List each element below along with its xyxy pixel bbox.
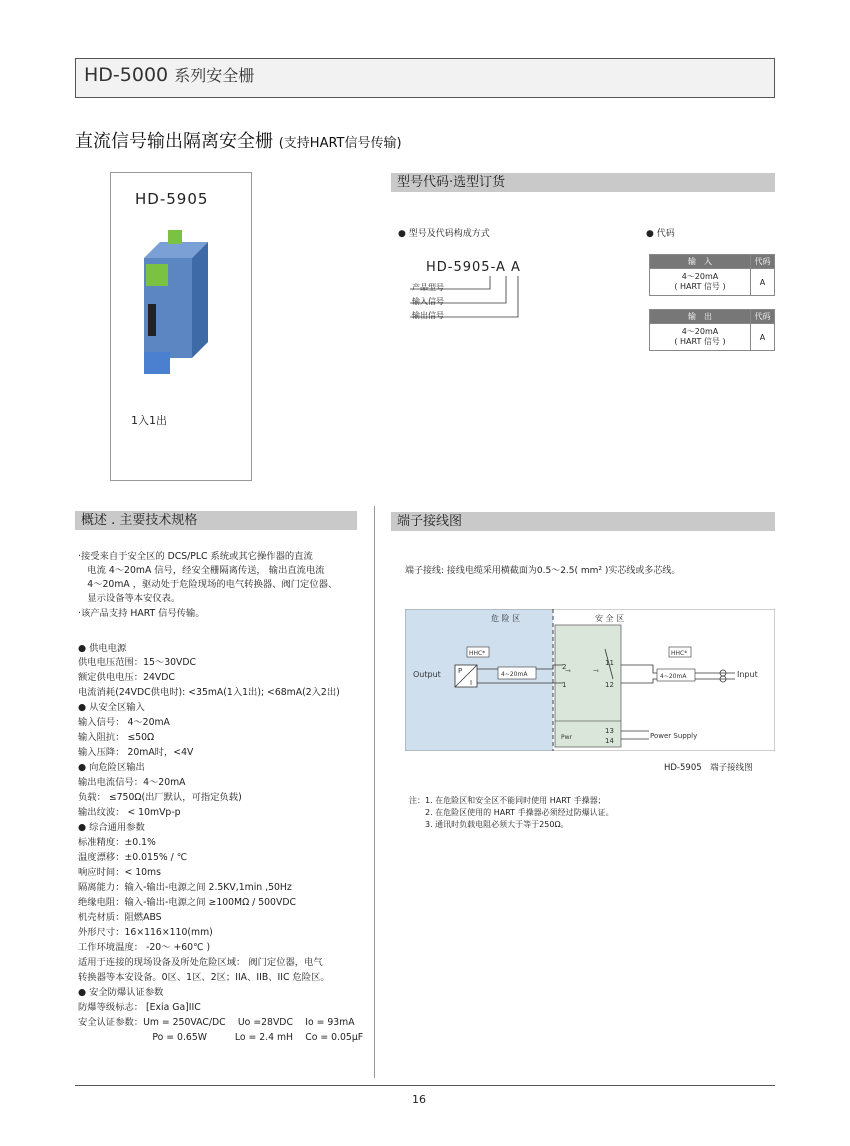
hhc-right-label: HHC* xyxy=(671,650,688,657)
spec-line: Po = 0.65W Lo = 2.4 mH Co = 0.05μF xyxy=(78,1032,364,1043)
label-output-signal: 输出信号 xyxy=(412,311,444,320)
device-side xyxy=(192,242,208,358)
order-bullet-2: ● 代码 xyxy=(646,229,675,239)
spec-line: 4～20mA ，驱动处于危险现场的电气转换器、阀门定位器、 xyxy=(78,579,338,590)
spec-line: 输入阻抗： ≤50Ω xyxy=(78,732,155,743)
arrow-left-glyph: ⇾ xyxy=(565,667,571,675)
spec-line: 显示设备等本安仪表。 xyxy=(78,593,181,604)
device-window xyxy=(148,304,156,336)
spec-line: 适用于连接的现场设备及所处危险区域： 阀门定位器，电气 xyxy=(78,957,323,968)
spec-line: ● 供电电源 xyxy=(78,643,127,654)
spec-line: 输入压降： 20mA时，<4V xyxy=(78,747,194,758)
output-value-line1: 4～20mA xyxy=(681,327,719,336)
terminal-12: 12 xyxy=(605,681,614,689)
spec-line: 电流消耗(24VDC供电时): <35mA(1入1出); <68mA(2入2出) xyxy=(78,687,340,698)
spec-line: 防爆等级标志： [Exia Ga]IIC xyxy=(78,1002,201,1013)
order-section-bar: 型号代码·选型订货 xyxy=(391,173,775,192)
pi-i: I xyxy=(470,679,473,687)
input-value-line1: 4～20mA xyxy=(681,272,719,281)
wiring-caption: HD-5905 端子接线图 xyxy=(664,763,753,773)
terminal-13: 13 xyxy=(605,727,614,735)
product-io: 1入1出 xyxy=(131,414,167,427)
spec-line: 标准精度：±0.1% xyxy=(78,837,156,848)
spec-line: 隔离能力：输入-输出-电源之间 2.5KV,1min ,50Hz xyxy=(78,882,292,893)
label-product-model: 产品型号 xyxy=(412,283,444,292)
output-table-code-head: 代码 xyxy=(751,310,775,324)
input-table-code-head: 代码 xyxy=(751,255,775,269)
input-table-value xyxy=(650,269,751,296)
product-name: HD-5905 xyxy=(135,190,209,208)
spec-line: ● 综合通用参数 xyxy=(78,822,145,833)
blue-terminals xyxy=(144,352,170,374)
output-table-value xyxy=(650,324,751,351)
spec-line: 响应时间：< 10ms xyxy=(78,867,161,878)
terminal-1: 1 xyxy=(562,681,567,689)
spec-line: 温度漂移：±0.015% / ℃ xyxy=(78,852,188,863)
product-device-image xyxy=(120,228,220,378)
terminal-11: 11 xyxy=(605,659,614,667)
series-text: 系列安全栅 xyxy=(174,66,255,85)
hazard-zone-label: 危 险 区 xyxy=(491,614,521,623)
code-model-text: HD-5905 xyxy=(426,260,491,275)
spec-line: ·该产品支持 HART 信号传输。 xyxy=(78,608,205,619)
output-value-line2: ( HART 信号 ) xyxy=(674,337,726,346)
spec-line: 绝缘电阻：输入-输出-电源之间 ≥100MΩ / 500VDC xyxy=(78,897,296,908)
out-current: 4~20mA xyxy=(501,671,528,678)
green-terminals-top xyxy=(168,230,182,244)
footer-rule xyxy=(75,1085,775,1086)
series-title xyxy=(84,63,254,86)
spec-line: 工作环境温度： -20～ +60℃ ) xyxy=(78,942,211,953)
wiring-section-bar: 端子接线图 xyxy=(391,512,775,531)
input-label: Input xyxy=(737,670,758,679)
output-code-table xyxy=(649,309,775,351)
spec-line: ● 安全防爆认证参数 xyxy=(78,987,164,998)
arrow-right-glyph: ⇾ xyxy=(593,667,599,675)
input-value-line2: ( HART 信号 ) xyxy=(674,282,726,291)
note-3: 3. 通讯时负载电阻必须大于等于250Ω。 xyxy=(409,820,569,829)
pi-p: P xyxy=(458,667,463,675)
main-title-sub: (支持HART信号传输) xyxy=(278,136,402,151)
spec-line: 额定供电电压：24VDC xyxy=(78,672,175,683)
output-label: Output xyxy=(413,670,441,679)
series-model: HD-5000 xyxy=(84,64,169,86)
spec-line: 输出纹波： < 10mVp-p xyxy=(78,807,181,818)
spec-line: ·接受来自于安全区的 DCS/PLC 系统或其它操作器的直流 xyxy=(78,551,313,562)
code-suffix: -A A xyxy=(490,260,521,275)
spec-line: 负载： ≤750Ω(出厂默认，可指定负载) xyxy=(78,792,242,803)
terminal-2: 2 xyxy=(562,663,567,671)
input-table-head: 输 入 xyxy=(650,255,751,269)
note-1: 注：1. 在危险区和安全区不能同时使用 HART 手操器； xyxy=(409,796,606,805)
spec-line: 供电电压范围：15～30VDC xyxy=(78,657,197,668)
spec-line: 转换器等本安设备。0区、1区、2区；IIA、IIB、IIC 危险区。 xyxy=(78,972,330,983)
order-bullet-1: ● 型号及代码构成方式 xyxy=(398,229,490,239)
pwr-label: Pwr xyxy=(561,734,572,741)
in-current: 4~20mA xyxy=(660,673,687,680)
spec-line: 机壳材质：阻燃ABS xyxy=(78,912,162,923)
main-title-text: 直流信号输出隔离安全栅 xyxy=(75,131,273,152)
page-number: 16 xyxy=(412,1093,426,1106)
output-table-head: 输 出 xyxy=(650,310,751,324)
terminal-14: 14 xyxy=(605,737,614,745)
output-table-code: A xyxy=(751,324,775,351)
code-model xyxy=(426,260,521,275)
spec-line: ● 从安全区输入 xyxy=(78,702,145,713)
input-code-table xyxy=(649,254,775,296)
overview-section-bar: 概述 . 主要技术规格 xyxy=(75,511,357,530)
column-divider xyxy=(374,506,375,1078)
hazard-zone-bg xyxy=(405,609,553,751)
spec-line: 输出电流信号：4～20mA xyxy=(78,777,186,788)
green-terminals xyxy=(146,264,168,286)
label-input-signal: 输入信号 xyxy=(412,297,444,306)
wiring-diagram xyxy=(405,609,775,751)
wiring-description: 端子接线: 接线电缆采用横截面为0.5～2.5( mm² )实芯线或多芯线。 xyxy=(405,566,681,576)
spec-line: 安全认证参数：Um = 250VAC/DC Uo =28VDC Io = 93mA xyxy=(78,1017,355,1028)
input-table-code: A xyxy=(751,269,775,296)
page-title xyxy=(75,127,402,153)
note-2: 2. 在危险区使用的 HART 手操器必须经过防爆认证。 xyxy=(409,808,614,817)
spec-line: ● 向危险区输出 xyxy=(78,762,145,773)
power-supply-label: Power Supply xyxy=(650,732,698,740)
spec-line: 电流 4～20mA 信号，经安全栅隔离传送， 输出直流电流 xyxy=(78,565,325,576)
spec-line: 外形尺寸：16×116×110(mm) xyxy=(78,927,213,938)
hhc-left-label: HHC* xyxy=(469,650,486,657)
spec-line: 输入信号： 4～20mA xyxy=(78,717,170,728)
safe-zone-label: 安 全 区 xyxy=(595,614,625,623)
